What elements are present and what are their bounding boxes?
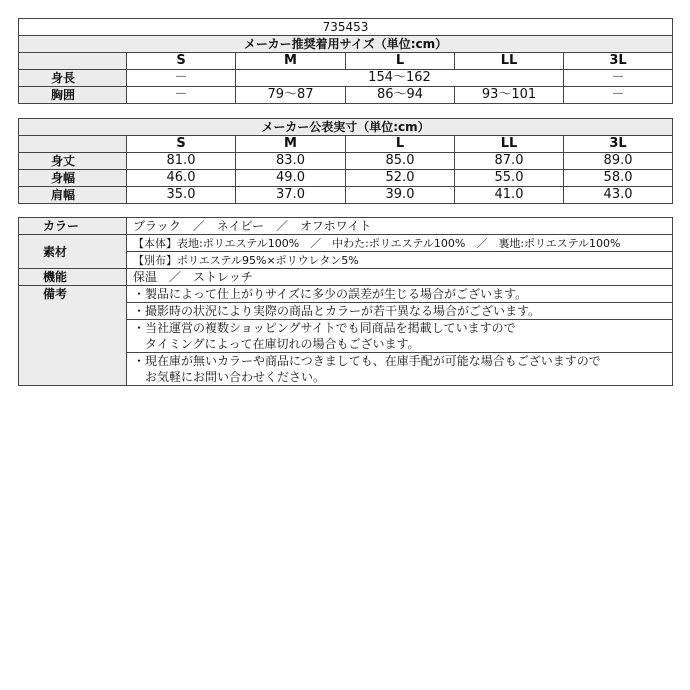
note-line-4: タイミングによって在庫切れの場合もございます。	[127, 336, 673, 353]
size-header-s: S	[127, 53, 236, 70]
length-label: 身丈	[19, 153, 127, 170]
length-ll: 87.0	[455, 153, 564, 170]
shoulder-ll: 41.0	[455, 187, 564, 204]
size-header-m: M	[236, 53, 346, 70]
note-line-3: ・当社運営の複数ショッピングサイトでも同商品を掲載していますので	[127, 320, 673, 337]
width-3l: 58.0	[564, 170, 673, 187]
width-m: 49.0	[236, 170, 346, 187]
length-m: 83.0	[236, 153, 346, 170]
header-blank	[19, 136, 127, 153]
size-header-ll: LL	[455, 53, 564, 70]
color-value: ブラック ／ ネイビー ／ オフホワイト	[127, 218, 673, 235]
height-range: 154～162	[236, 70, 564, 87]
measured-size-title: メーカー公表実寸（単位:cm）	[19, 119, 673, 136]
recommended-size-title: メーカー推奨着用サイズ（単位:cm）	[19, 36, 673, 53]
size-header-m: M	[236, 136, 346, 153]
size-header-l: L	[346, 136, 455, 153]
chest-l: 86～94	[346, 87, 455, 104]
chest-label: 胸囲	[19, 87, 127, 104]
length-s: 81.0	[127, 153, 236, 170]
length-l: 85.0	[346, 153, 455, 170]
size-header-l: L	[346, 53, 455, 70]
shoulder-m: 37.0	[236, 187, 346, 204]
size-header-3l: 3L	[564, 136, 673, 153]
table-row	[19, 187, 673, 204]
measured-size-table	[18, 118, 673, 204]
height-3l: －	[564, 70, 673, 87]
size-header-3l: 3L	[564, 53, 673, 70]
table-row	[19, 170, 673, 187]
shoulder-3l: 43.0	[564, 187, 673, 204]
width-ll: 55.0	[455, 170, 564, 187]
size-header-ll: LL	[455, 136, 564, 153]
material-label: 素材	[19, 235, 127, 269]
shoulder-label: 肩幅	[19, 187, 127, 204]
height-s: －	[127, 70, 236, 87]
size-header-s: S	[127, 136, 236, 153]
recommended-size-table	[18, 18, 673, 104]
color-label: カラー	[19, 218, 127, 235]
width-s: 46.0	[127, 170, 236, 187]
function-label: 機能	[19, 269, 127, 286]
table-row	[19, 153, 673, 170]
material-line-2: 【別布】ポリエステル95%×ポリウレタン5%	[127, 252, 673, 269]
note-line-6: お気軽にお問い合わせください。	[127, 369, 673, 386]
chest-ll: 93～101	[455, 87, 564, 104]
shoulder-l: 39.0	[346, 187, 455, 204]
product-code: 735453	[19, 19, 673, 36]
function-value: 保温 ／ ストレッチ	[127, 269, 673, 286]
material-line-1: 【本体】表地:ポリエステル100% ／ 中わた:ポリエステル100% ／ 裏地:ポリエステル100%	[127, 235, 673, 252]
chest-s: －	[127, 87, 236, 104]
note-line-1: ・製品によって仕上がりサイズに多少の誤差が生じる場合がございます。	[127, 286, 673, 303]
width-label: 身幅	[19, 170, 127, 187]
product-details-table	[18, 217, 673, 386]
shoulder-s: 35.0	[127, 187, 236, 204]
note-line-2: ・撮影時の状況により実際の商品とカラーが若干異なる場合がございます。	[127, 303, 673, 320]
chest-3l: －	[564, 87, 673, 104]
chest-m: 79～87	[236, 87, 346, 104]
length-3l: 89.0	[564, 153, 673, 170]
header-blank	[19, 53, 127, 70]
height-label: 身長	[19, 70, 127, 87]
width-l: 52.0	[346, 170, 455, 187]
note-line-5: ・現在庫が無いカラーや商品につきましても、在庫手配が可能な場合もございますので	[127, 353, 673, 370]
notes-label: 備考	[19, 286, 127, 386]
